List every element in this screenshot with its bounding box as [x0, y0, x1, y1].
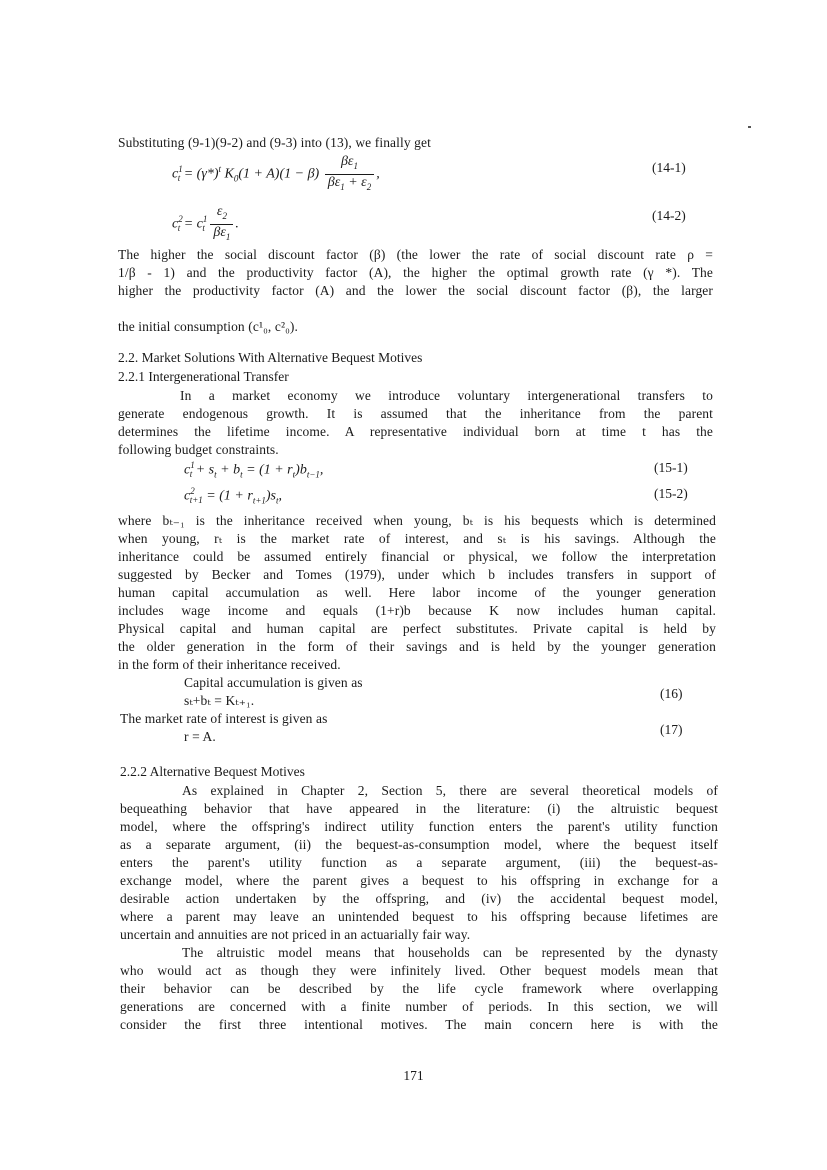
fraction-14-1: $\frac{\beta\varepsilon_1}{\beta\varepsilon_1 + \varepsilon_2}$: [325, 154, 374, 195]
capital-accumulation-intro: Capital accumulation is given as: [184, 675, 363, 690]
equation-14-1: $c^1_t = (\gamma*)^t$ $K_0(1 + A)(1 - \beta)$ $\frac{\beta\varepsilon_1}{\beta\varepsilon_1 + \varepsilon_2}$ ,: [172, 154, 380, 195]
section-heading-2-2: 2.2. Market Solutions With Alternative Bequest Motives: [118, 350, 423, 365]
equation-number-15-1: (15-1): [654, 460, 688, 475]
paragraph-2: In a market economy we introduce voluntary intergenerational transfers to generate endogenous growth. It is assumed that the inheritance from the parent determines the lifetime income. A representative individual born at time t has the: [118, 388, 713, 439]
paragraph-4-last-line: uncertain and annuities are not priced in an actuarially fair way.: [120, 927, 471, 942]
fraction-14-2: $\frac{\varepsilon_2}{\beta\varepsilon_1}$: [210, 204, 233, 245]
interest-rate-intro: The market rate of interest is given as: [120, 711, 328, 726]
equation-number-14-1: (14-1): [652, 160, 686, 175]
intro-line: Substituting (9-1)(9-2) and (9-3) into (13), we finally get: [118, 135, 431, 150]
equation-16: sₜ+bₜ = Kₜ₊₁.: [184, 693, 255, 708]
paragraph-1: The higher the social discount factor (β) (the lower the rate of social discount rate ρ = 1/β - 1) and the productivity factor (A), the higher the optimal growth rate (γ *). The higher the productivity factor (A) and the lower the social discount factor (β), the larger: [118, 247, 713, 298]
equation-14-2: $c^2_t = c^1_t$ $\frac{\varepsilon_2}{\beta\varepsilon_1}$ .: [172, 204, 239, 245]
equation-number-17: (17): [660, 722, 683, 737]
section-heading-2-2-2: 2.2.2 Alternative Bequest Motives: [120, 764, 305, 779]
paragraph-5: The altruistic model means that households can be represented by the dynasty who would act as though they were infinitely lived. Other bequest models mean that their behavior can be described by the life cycle framework where overlapping generations are concerned with a finite number of periods. In this section, we will consider the first three intentional motives. The main concern here is with the: [120, 945, 718, 1032]
paragraph-3: where bₜ₋₁ is the inheritance received when young, bₜ is his bequests which is determined when young, rₜ is the market rate of interest, and sₜ is his savings. Although the inheritance could be assumed entirely financial or physical, we follow the interpretation suggested by Becker and Tomes (1979), under which b includes transfers in support of human capital accumulation as well. Here labor income of the younger generation includes wage income and equals (1+r)b because K now includes human capital. Physical capital and human capital are perfect substitutes. Private capital is held by the older generation in the form of their savings and is held by the younger generation: [118, 513, 716, 654]
equation-number-15-2: (15-2): [654, 486, 688, 501]
equation-number-14-2: (14-2): [652, 208, 686, 223]
paragraph-3-last-line: in the form of their inheritance received.: [118, 657, 341, 672]
scan-mark: [748, 126, 751, 128]
equation-17: r = A.: [184, 729, 216, 744]
equation-15-2: $c^2_{t+1} = (1 + r_{t+1})s_t$,: [184, 486, 283, 506]
paragraph-2-last-line: following budget constraints.: [118, 442, 279, 457]
equation-number-16: (16): [660, 686, 683, 701]
equation-15-1: $c^1_t + s_t + b_t = (1 + r_t)b_{t-1}$,: [184, 460, 324, 480]
section-heading-2-2-1: 2.2.1 Intergenerational Transfer: [118, 369, 289, 384]
page-number: 171: [403, 1068, 424, 1083]
paragraph-1-last-line: the initial consumption (c¹₀, c²₀).: [118, 319, 298, 334]
paragraph-4: As explained in Chapter 2, Section 5, there are several theoretical models of bequeathing behavior that have appeared in the literature: (i) the altruistic bequest model, where the offspring's indirect utility function enters the parent's utility function as a separate argument, (ii) the bequest-as-consumption model, where the bequest itself enters the parent's utility function as a separate argument, (iii) the bequest-as- exchange model, where the parent gives a bequest to his offspring in exchange for a desirable action undertaken by the offspring, and (iv) the accidental bequest model, where a parent may leave an unintended bequest to his offspring because lifetimes are: [120, 783, 718, 924]
